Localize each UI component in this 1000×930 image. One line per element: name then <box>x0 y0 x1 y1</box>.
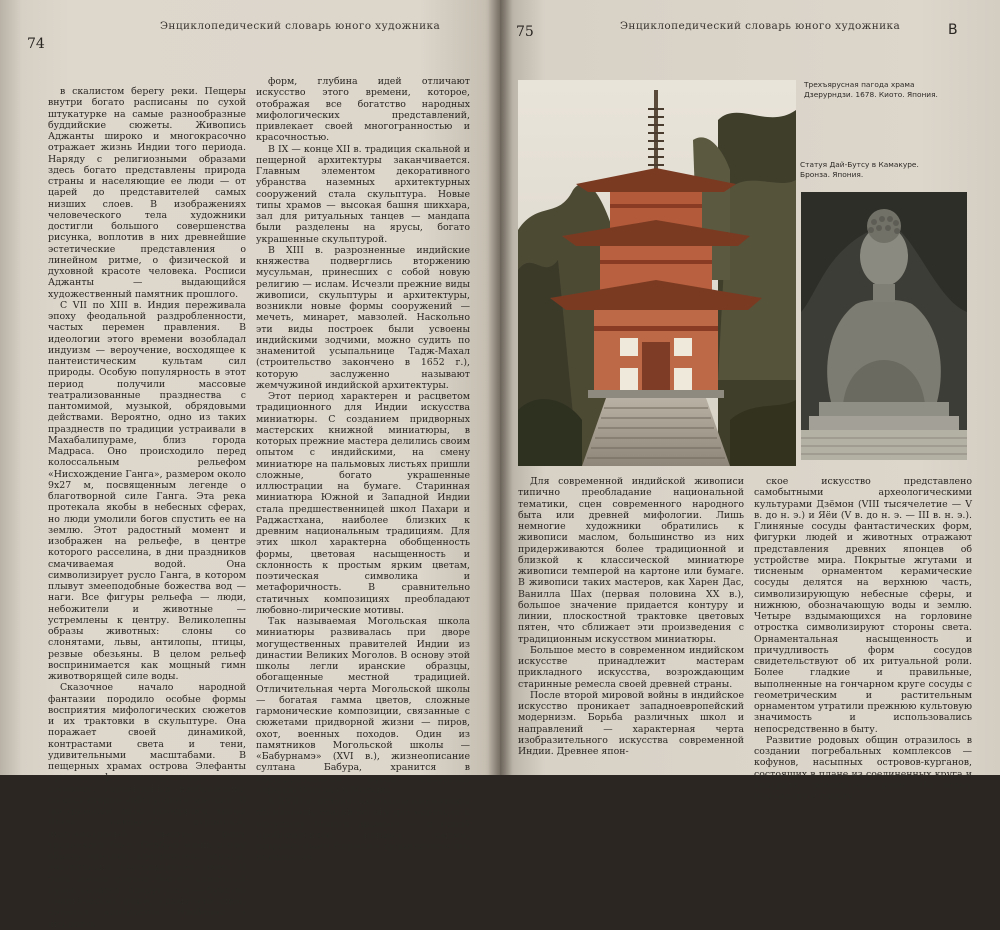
paragraph: К XVIII в. различные школы миниатюры сблизились, создав основу для перехода к искусству Нового времени — с новой проблематикой, новыми темами, современными формами художественного выражения. <box>256 796 470 864</box>
paragraph: В IX — конце XII в. традиция скальной и пещерной архитектуры заканчивается. Главным элементом декоративного убранства наземных архитектурных сооружений стала скульптура. Новые типы храмов — высокая башня шикхара, зал для ритуальных танцев — мандапа были разделены на ярусы, богато украшенные скульптурой. <box>256 143 470 245</box>
pagoda-caption: Трехъярусная пагода храма Дзерурндзи. 1678. Киото. Япония. <box>804 80 938 99</box>
paragraph: Большое место в современном индийском искусстве принадлежит мастерам прикладного искусства, возрождающим старинные ремесла своей древней страны. <box>518 644 744 690</box>
buddha-caption: Статуя Дай-Бутсу в Камакуре. Бронза. Япония. <box>800 160 919 179</box>
paragraph: В XIII в. разрозненные индийские княжества подверглись вторжению мусульман, принесших с собой новую религию — ислам. Исчезли прежние виды живописи, скульптуры и архитектуры, возникли новые формы сооружений — мечеть, минарет, мавзолей. Наскольно эти виды построек были усвоены индийскими зодчими, можно судить по знаменитой усыпальнице Тадж-Махал (строительство закончено в 1652 г.), которую заслуженно называют жемчужиной индийской архитектуры. <box>256 244 470 391</box>
page-number-left: 74 <box>27 36 45 52</box>
buddha-illustration <box>801 192 967 460</box>
paragraph: После второй мировой войны в индийское искусство проникает западноевропейский модернизм. Борьба различных школ и направлений — характерная черта изобразительного искусства современной Индии. Древнее япон- <box>518 689 744 757</box>
paragraph: Этот период характерен и расцветом традиционного для Индии искусства миниатюры. С созданием придворных мастерских книжной миниатюры, в которых прежние мастера делились своим опытом с индийскими, на смену миниатюре на пальмовых листьях пришли сложные, богато украшенные иллюстрации на бумаге. Старинная миниатюра Южной и Западной Индии стала предшественницей школ Пахари и Раджастхана, наиболее близких к древним национальным традициям. Для этих школ характерна обобщенность формы, цветовая насыщенность и склонность к простым ярким цветам, поэтическая символика и метафоричность. В сравнительно статичных композициях преобладают любовно-лирические мотивы. <box>256 391 470 616</box>
running-header-right: Энциклопедический словарь юного художника <box>620 20 901 32</box>
left-page-column-2 <box>256 76 470 864</box>
buddha-photo <box>801 192 967 460</box>
left-page-column-1 <box>48 86 246 930</box>
paragraph: в скалистом берегу реки. Пещеры внутри богато расписаны по сухой штукатурке на самые разнообразные буддийские сюжеты. Живопись Аджанты широко и многокрасочно отражает жизнь Индии того периода. Наряду с религиозными образами здесь богато представлены природа страны и населяющие ее люди — от царей до представителей самых низших слоев. В изображениях человеческого тела художники достигли большого совершенства рисунка, воплотив в них древнейшие эстетические представления о линейном ритме, о физической и духовной красоте человека. Росписи Аджанты — выдающийся художественный памятник прошлого. <box>48 86 246 300</box>
right-page-column-1 <box>518 476 744 770</box>
paragraph: С VII по XIII в. Индия переживала эпоху феодальной раздробленности, частых перемен правления. В идеологии этого времени возобладал индуизм — вероучение, восходящее к пантеистическим культам сил природы. Особую популярность в этот период получили массовые театрализованные празднества с пантомимой, музыкой, обрядовыми действами. Вероятно, одно из таких празднеств по традиции устраивали в Махабалипураме, близ города Мадраса. Оно происходило перед колоссальным рельефом «Нисхождение Ганга», размером около 9х27 м, посвященным легенде о благотворной силе Ганга. Эта река протекала якобы в небесных сферах, но люди умолили богов спустить ее на землю. Этот радостный момент и изображен на рельефе, в центре которого расселина, в дни праздников смачиваемая водой. Она символизирует русло Ганга, в котором плывут змееподобные божества вод — наги. Все фигуры рельефа — люди, небожители и животные — устремлены к центру. Великолепны образы животных: слоны со слонятами, львы, антилопы, птицы, резвые обезьяны. В целом рельеф воспринимается как мощный гимн животворящей силе воды. <box>48 299 246 682</box>
section-letter: В <box>948 22 958 38</box>
right-page <box>500 0 1000 802</box>
right-page-column-2 <box>754 476 972 802</box>
paragraph: Для современной индийской живописи типично преобладание национальной тематики, сцен современного народного быта или древней мифологии. Лишь немногие художники обратились к живописи маслом, большинство из них придерживаются более традиционной и близкой к классической миниатюре живописи темперой на картоне или бумаге. В живописи таких мастеров, как Харен Дас, Ванилла Шах (первая половина XX в.), большое значение придается контуру и линии, плоскостной трактовке цветовых пятен, что сближает эти произведения с традиционным искусством миниатюры. <box>518 476 744 645</box>
running-header-left: Энциклопедический словарь юного художника <box>160 20 441 32</box>
paragraph: Так называемая Могольская школа миниатюры развивалась при дворе могущественных правителей Индии из династии Великих Моголов. В основу этой школы легли иранские образцы, обогащенные местной традицией. Отличительная черта Могольской школы — богатая гамма цветов, сложные гармонические композиции, связанные с сюжетами придворной жизни — пиров, охот, военных походов. Один из памятников Могольской школы — «Бабурнамэ» (XVI в.), жизнеописание султана Бабура, хранится в Государственном музее искусства народов Востока в Москве. <box>256 616 470 796</box>
pagoda-photo <box>518 80 796 466</box>
paragraph: Сказочное начало народной фантазии породило особые формы восприятия мифологических сюжетов и их трактовки в скульптуре. Она поражает своей динамикой, контрастами света и тени, удивительными масштабами. В пещерных храмах острова Элефанты при свете факелов скульптуры словно оживают: горельефные изображения со всех сторон «обступают» зрителя. В центральном зале пещерного храма Шивы находится огромный, шестиметровый высоты бюст трехликого бога. Особую мощь этому образу придают контрастные народы, диагонально пересекающие лицо. В этих жилах словно бьется каменный пульс колосса. Вокруг него — буйство пластических форм, драматизм сцен, сильных контрастов. Изобилие и щедрость <box>48 682 246 930</box>
pagoda-illustration <box>518 80 796 466</box>
paragraph: ское искусство представлено самобытными археологическими культурами Дзёмон (VIII тысячелетие — V в. до н. э.) и Яёи (V в. до н. э. — III в. н. э.). Глиняные сосуды фантастических форм, фигурки людей и животных отражают представления древних японцев об устройстве мира. Покрытые жгутами и тисненым орнаментом керамические сосуды делятся на верхнюю часть, символизирующую небесные сферы, и нижнюю, обозначающую воды и землю. Четыре вздымающихся на горловине отростка символизируют стороны света. Орнаментальная насыщенность и причудливость форм сосудов свидетельствуют об их ритуальной роли. Более гладкие и правильные, выполненные на гончарном круге сосуды с геометрическим и растительным орнаментом утратили прежнюю культовую значимость и использовались непосредственно в быту. <box>754 476 972 735</box>
book-gutter <box>488 0 512 775</box>
paragraph: форм, глубина идей отличают искусство этого времени, которое, отображая все богатство народных мифологических представлений, привлекает своей многогранностью и красочностью. <box>256 76 470 144</box>
paragraph: Развитие родовых общин отразилось в создании погребальных комплексов — кофунов, насыпных островов-курганов, состоящих в плане из соединенных круга и квадрата, обнесенных рвом. По всему периметру и сверху <box>754 734 972 802</box>
page-number-right: 75 <box>516 24 534 40</box>
